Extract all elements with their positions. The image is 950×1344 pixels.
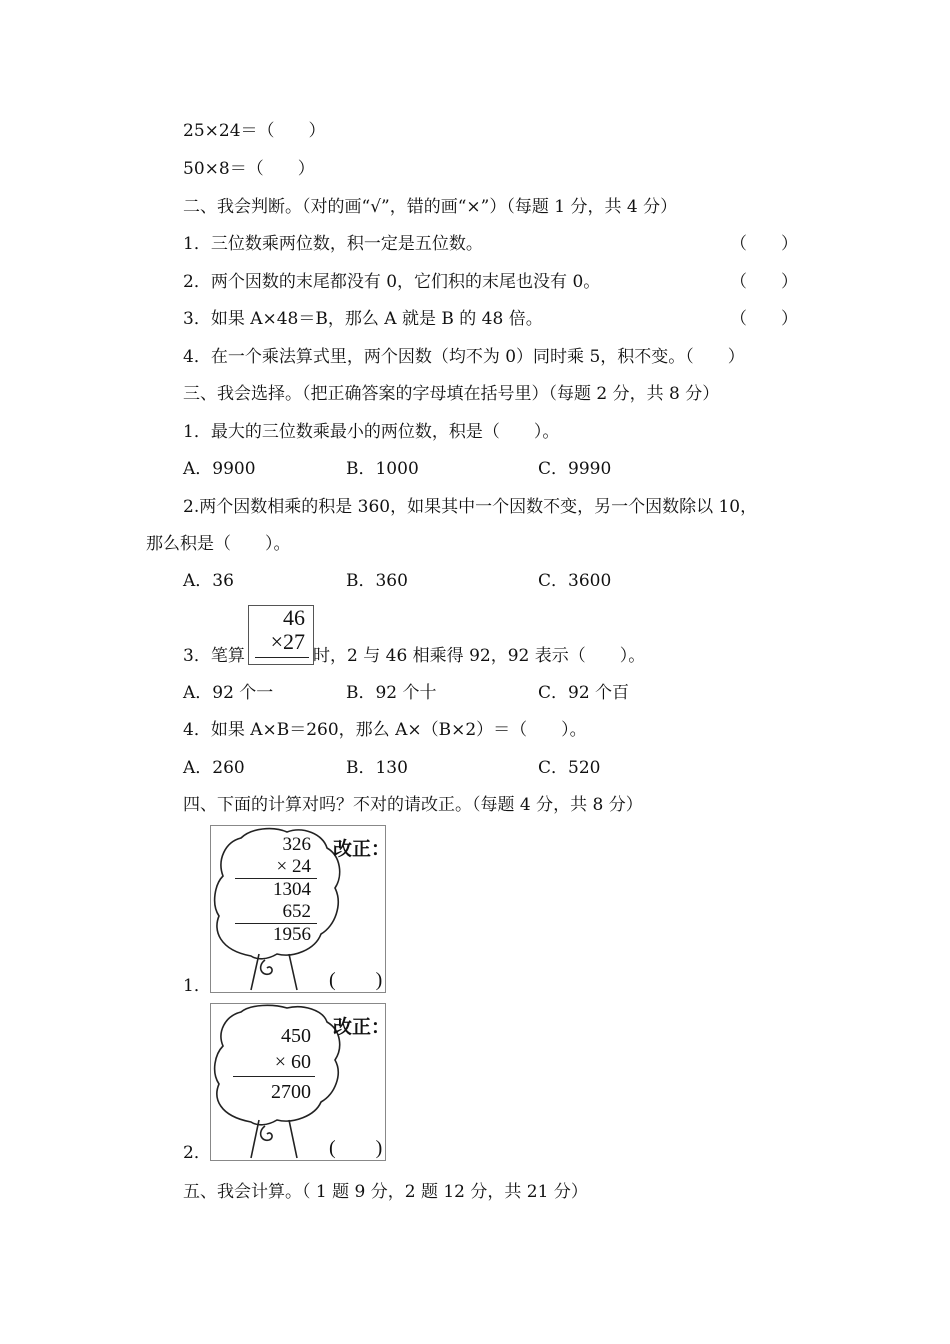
problem-1-number: 1．: [183, 976, 211, 996]
judge-item-1: 1．三位数乘两位数，积一定是五位数。: [183, 234, 483, 254]
problem-1-answer-paren[interactable]: ( ): [329, 969, 383, 991]
problem-1-row-4: 652: [282, 901, 311, 922]
tree-problem-1: [210, 825, 391, 993]
figure-rule: [255, 657, 309, 658]
judge-item-3: 3．如果 A×48＝B，那么 A 就是 B 的 48 倍。: [183, 309, 543, 329]
choice-q1: 1．最大的三位数乘最小的两位数，积是（ ）。: [183, 422, 560, 442]
choice-q1-option-c[interactable]: C．9990: [538, 459, 612, 479]
choice-q2-option-b[interactable]: B．360: [346, 571, 408, 591]
problem-2-rule: [233, 1076, 315, 1077]
choice-q3-option-a[interactable]: A．92 个一: [183, 683, 274, 703]
section-4-title: 四、下面的计算对吗？不对的请改正。（每题 4 分，共 8 分）: [183, 795, 643, 815]
choice-q1-option-a[interactable]: A．9900: [183, 459, 256, 479]
choice-q3-suffix: 时，2 与 46 相乘得 92，92 表示（ ）。: [313, 646, 646, 666]
problem-1-row-2: × 24: [276, 856, 311, 877]
judge-paren-2[interactable]: （ ）: [730, 272, 798, 292]
choice-q3-option-b[interactable]: B．92 个十: [346, 683, 437, 703]
judge-paren-1[interactable]: （ ）: [730, 234, 798, 254]
fill-line-1: 25×24＝（ ）: [183, 121, 326, 141]
judge-paren-3[interactable]: （ ）: [730, 309, 798, 329]
choice-q2-line-1: 2.两个因数相乘的积是 360，如果其中一个因数不变，另一个因数除以 10，: [183, 497, 758, 517]
judge-item-4: 4．在一个乘法算式里，两个因数（均不为 0）同时乘 5，积不变。（ ）: [183, 347, 745, 367]
section-2-title: 二、我会判断。（对的画“√”，错的画“×”）（每题 1 分，共 4 分）: [183, 197, 678, 217]
choice-q1-option-b[interactable]: B．1000: [346, 459, 419, 479]
problem-1-fix-label: 改正：: [333, 838, 391, 860]
choice-q3-option-c[interactable]: C．92 个百: [538, 683, 630, 703]
choice-q3-prefix: 3．笔算: [183, 646, 245, 666]
choice-q4-option-c[interactable]: C．520: [538, 758, 601, 778]
tree-problem-2: [210, 1003, 391, 1161]
problem-2-answer-paren[interactable]: ( ): [329, 1137, 383, 1159]
figure-bottom-number: ×27: [270, 629, 305, 654]
choice-q4: 4．如果 A×B＝260，那么 A×（B×2）＝（ ）。: [183, 720, 587, 740]
choice-q4-option-a[interactable]: A．260: [183, 758, 245, 778]
choice-q2-line-2: 那么积是（ ）。: [146, 534, 291, 554]
problem-2-number: 2．: [183, 1143, 211, 1163]
section-3-title: 三、我会选择。（把正确答案的字母填在括号里）（每题 2 分，共 8 分）: [183, 384, 720, 404]
problem-1-row-1: 326: [282, 834, 311, 855]
choice-q2-option-c[interactable]: C．3600: [538, 571, 612, 591]
choice-q4-option-b[interactable]: B．130: [346, 758, 408, 778]
problem-1-row-3: 1304: [273, 879, 311, 900]
problem-2-row-3: 2700: [271, 1081, 311, 1103]
vertical-multiplication-figure: [248, 605, 314, 665]
fill-line-2: 50×8＝（ ）: [183, 159, 315, 179]
choice-q2-option-a[interactable]: A．36: [183, 571, 234, 591]
problem-2-row-2: × 60: [274, 1051, 311, 1073]
problem-2-row-1: 450: [281, 1025, 311, 1047]
section-5-title: 五、我会计算。（ 1 题 9 分，2 题 12 分，共 21 分）: [183, 1182, 588, 1202]
judge-item-2: 2．两个因数的末尾都没有 0，它们积的末尾也没有 0。: [183, 272, 601, 292]
figure-top-number: 46: [283, 605, 305, 630]
problem-1-row-5: 1956: [273, 924, 311, 945]
problem-2-fix-label: 改正：: [333, 1016, 391, 1038]
